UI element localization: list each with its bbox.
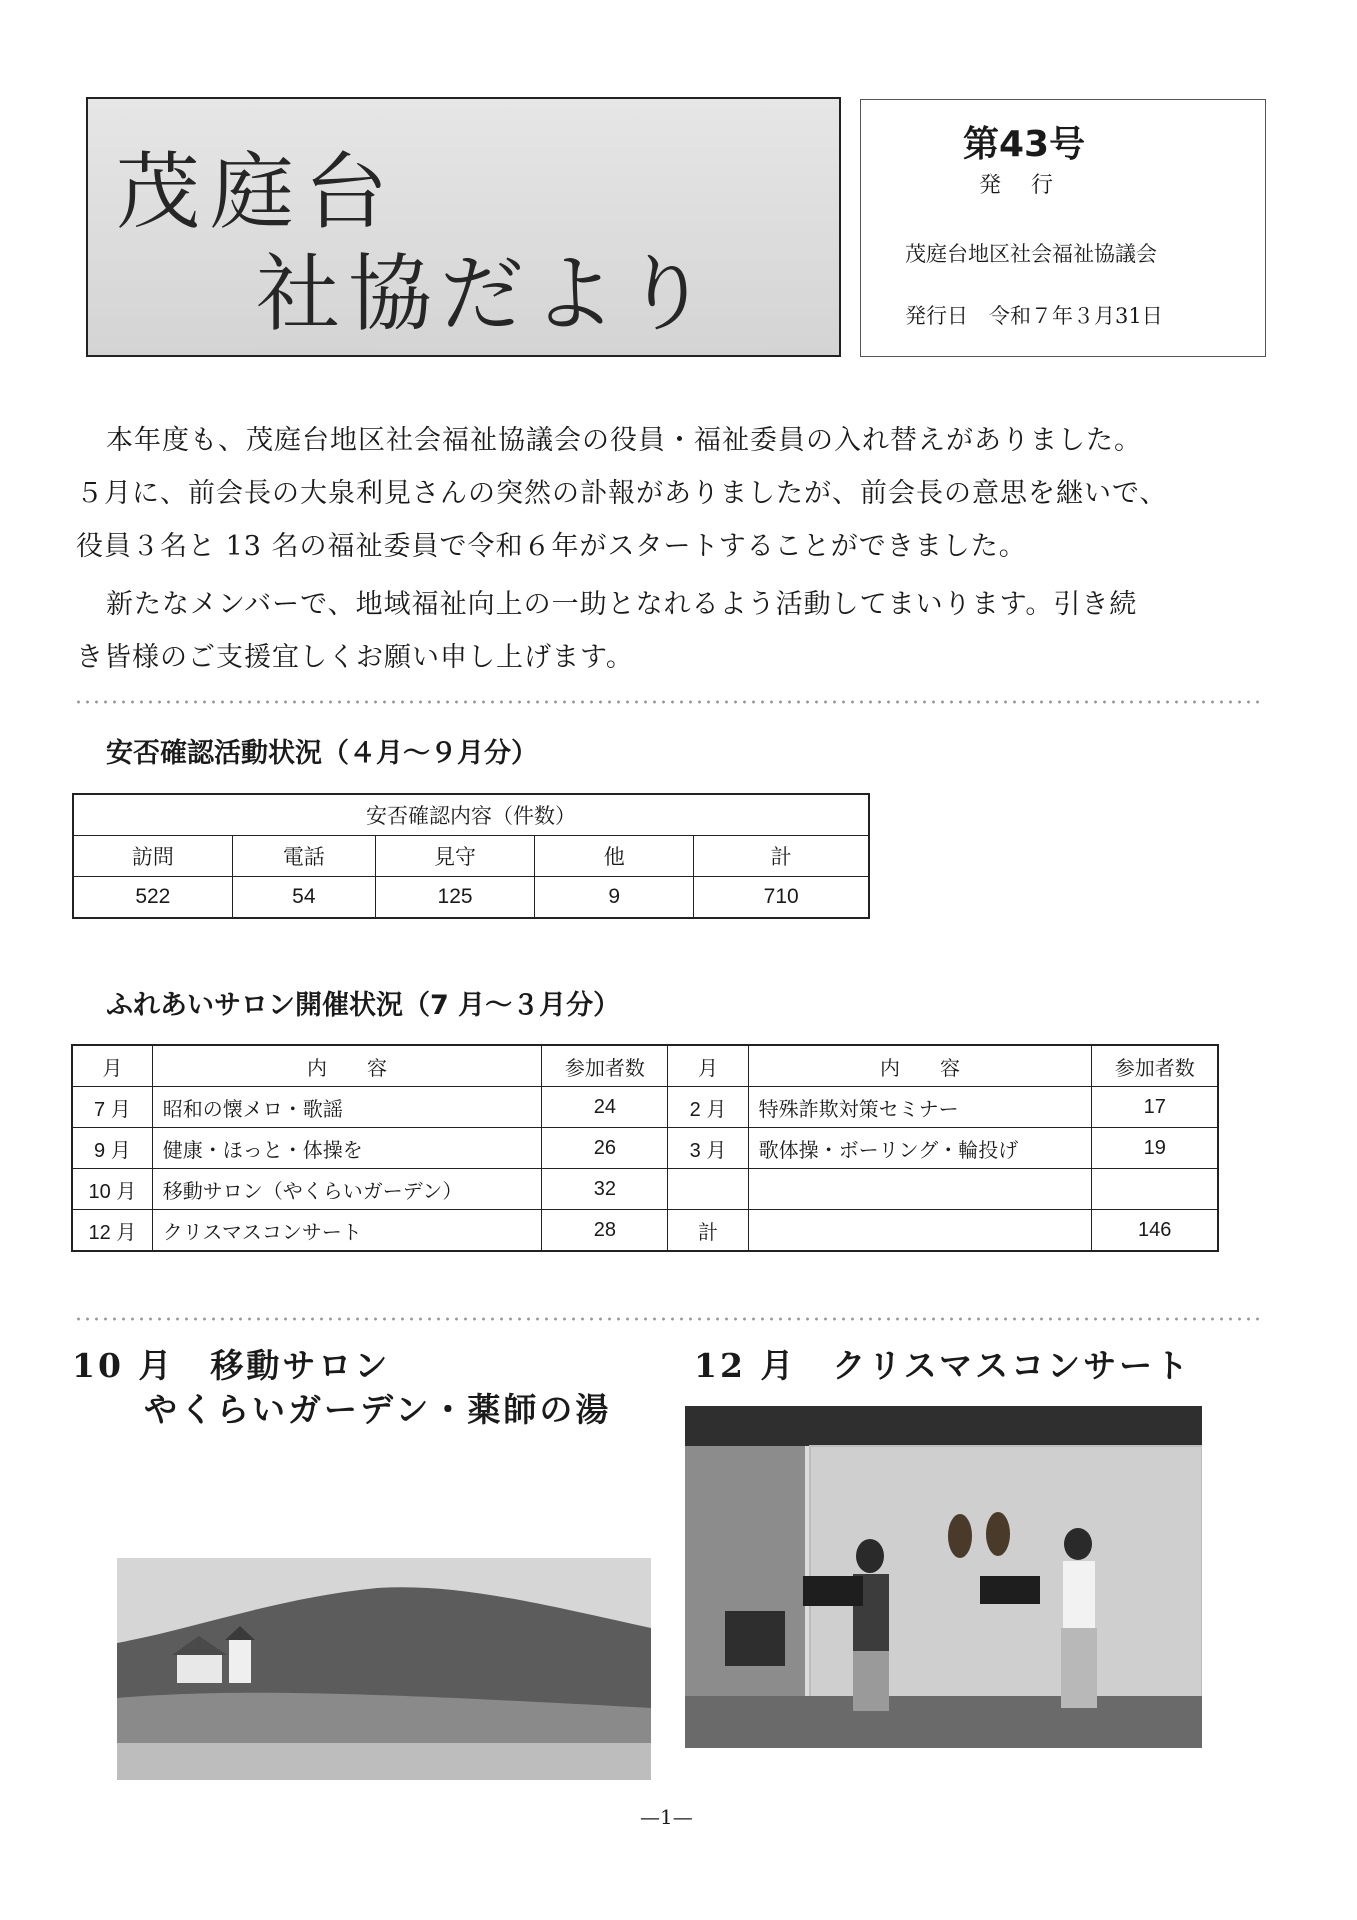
table-cell: 26 xyxy=(542,1128,668,1169)
table-row xyxy=(73,836,869,877)
table-cell: クリスマスコンサート xyxy=(152,1210,542,1252)
column-header: 見守 xyxy=(375,836,534,877)
table-cell: 9 xyxy=(535,877,694,919)
table-cell: 24 xyxy=(542,1087,668,1128)
intro-line-2: ５月に、前会長の大泉利見さんの突然の訃報がありましたが、前会長の意思を継いで、 xyxy=(76,478,1168,509)
intro-line-3: 役員３名と 13 名の福祉委員で令和６年がスタートすることができました。 xyxy=(76,531,1027,562)
table-cell: 32 xyxy=(542,1169,668,1210)
christmas-concert-photo xyxy=(685,1406,1202,1748)
table-cell: 125 xyxy=(375,877,534,919)
dotted-divider xyxy=(74,698,1264,706)
table-cell: 10 月 xyxy=(72,1169,152,1210)
table-row xyxy=(72,1045,1218,1087)
intro-line-1: 本年度も、茂庭台地区社会福祉協議会の役員・福祉委員の入れ替えがありました。 xyxy=(106,425,1142,456)
issue-date: 発行日 令和７年３月31日 xyxy=(905,304,1163,328)
table-cell: 146 xyxy=(1092,1210,1218,1252)
issue-label: 発行 xyxy=(979,173,1084,198)
column-header: 訪問 xyxy=(73,836,232,877)
table-cell: 健康・ほっと・体操を xyxy=(152,1128,542,1169)
table-cell xyxy=(748,1210,1092,1252)
column-header: 参加者数 xyxy=(542,1045,668,1087)
table-cell: 7 月 xyxy=(72,1087,152,1128)
table-row xyxy=(72,1210,1218,1252)
column-header: 電話 xyxy=(232,836,375,877)
column-header: 計 xyxy=(694,836,869,877)
column-header: 他 xyxy=(535,836,694,877)
table-cell: 特殊詐欺対策セミナー xyxy=(748,1087,1092,1128)
column-header: 月 xyxy=(668,1045,748,1087)
table-cell: 3 月 xyxy=(668,1128,748,1169)
table-cell: 計 xyxy=(668,1210,748,1252)
table-cell: 54 xyxy=(232,877,375,919)
salon-photo-caption-line1: 10 月 移動サロン xyxy=(72,1346,391,1385)
salon-photo-caption-line2: やくらいガーデン・薬師の湯 xyxy=(144,1390,612,1429)
concert-photo-caption: 12 月 クリスマスコンサート xyxy=(694,1346,1192,1385)
safety-table-title: 安否確認内容（件数） xyxy=(73,794,869,836)
issue-info-box xyxy=(860,99,1266,357)
table-cell: 12 月 xyxy=(72,1210,152,1252)
table-row xyxy=(72,1128,1218,1169)
table-cell: 昭和の懐メロ・歌謡 xyxy=(152,1087,542,1128)
table-cell: 歌体操・ボーリング・輪投げ xyxy=(748,1128,1092,1169)
table-cell: 2 月 xyxy=(668,1087,748,1128)
safety-check-heading: 安否確認活動状況（４月～９月分） xyxy=(106,738,538,769)
table-row xyxy=(72,1169,1218,1210)
safety-check-table xyxy=(72,793,870,919)
table-cell xyxy=(748,1169,1092,1210)
table-cell: 17 xyxy=(1092,1087,1218,1128)
publisher-organization: 茂庭台地区社会福祉協議会 xyxy=(905,242,1157,266)
table-row xyxy=(73,877,869,919)
column-header: 内 容 xyxy=(748,1045,1092,1087)
salon-heading: ふれあいサロン開催状況（7 月～３月分） xyxy=(106,990,621,1021)
table-cell: 移動サロン（やくらいガーデン） xyxy=(152,1169,542,1210)
table-cell: 28 xyxy=(542,1210,668,1252)
issue-number: 第43号 xyxy=(963,124,1086,165)
hill-landscape-image xyxy=(117,1558,651,1780)
concert-stage-image xyxy=(685,1406,1202,1748)
intro-line-5: き皆様のご支援宜しくお願い申し上げます。 xyxy=(76,642,634,673)
salon-garden-photo xyxy=(117,1558,651,1780)
table-cell xyxy=(1092,1169,1218,1210)
page-number: —1— xyxy=(640,1805,693,1829)
table-cell: 9 月 xyxy=(72,1128,152,1169)
column-header: 参加者数 xyxy=(1092,1045,1218,1087)
table-row xyxy=(72,1087,1218,1128)
newsletter-title-line2: 社協だより xyxy=(256,245,717,343)
column-header: 月 xyxy=(72,1045,152,1087)
table-cell xyxy=(668,1169,748,1210)
salon-table xyxy=(71,1044,1219,1252)
newsletter-title-line1: 茂庭台 xyxy=(116,143,399,241)
table-cell: 522 xyxy=(73,877,232,919)
table-row xyxy=(73,794,869,836)
column-header: 内 容 xyxy=(152,1045,542,1087)
intro-line-4: 新たなメンバーで、地域福祉向上の一助となれるよう活動してまいります。引き続 xyxy=(106,589,1138,620)
table-cell: 19 xyxy=(1092,1128,1218,1169)
dotted-divider xyxy=(74,1315,1264,1323)
table-cell: 710 xyxy=(694,877,869,919)
newsletter-title-box xyxy=(86,97,841,357)
